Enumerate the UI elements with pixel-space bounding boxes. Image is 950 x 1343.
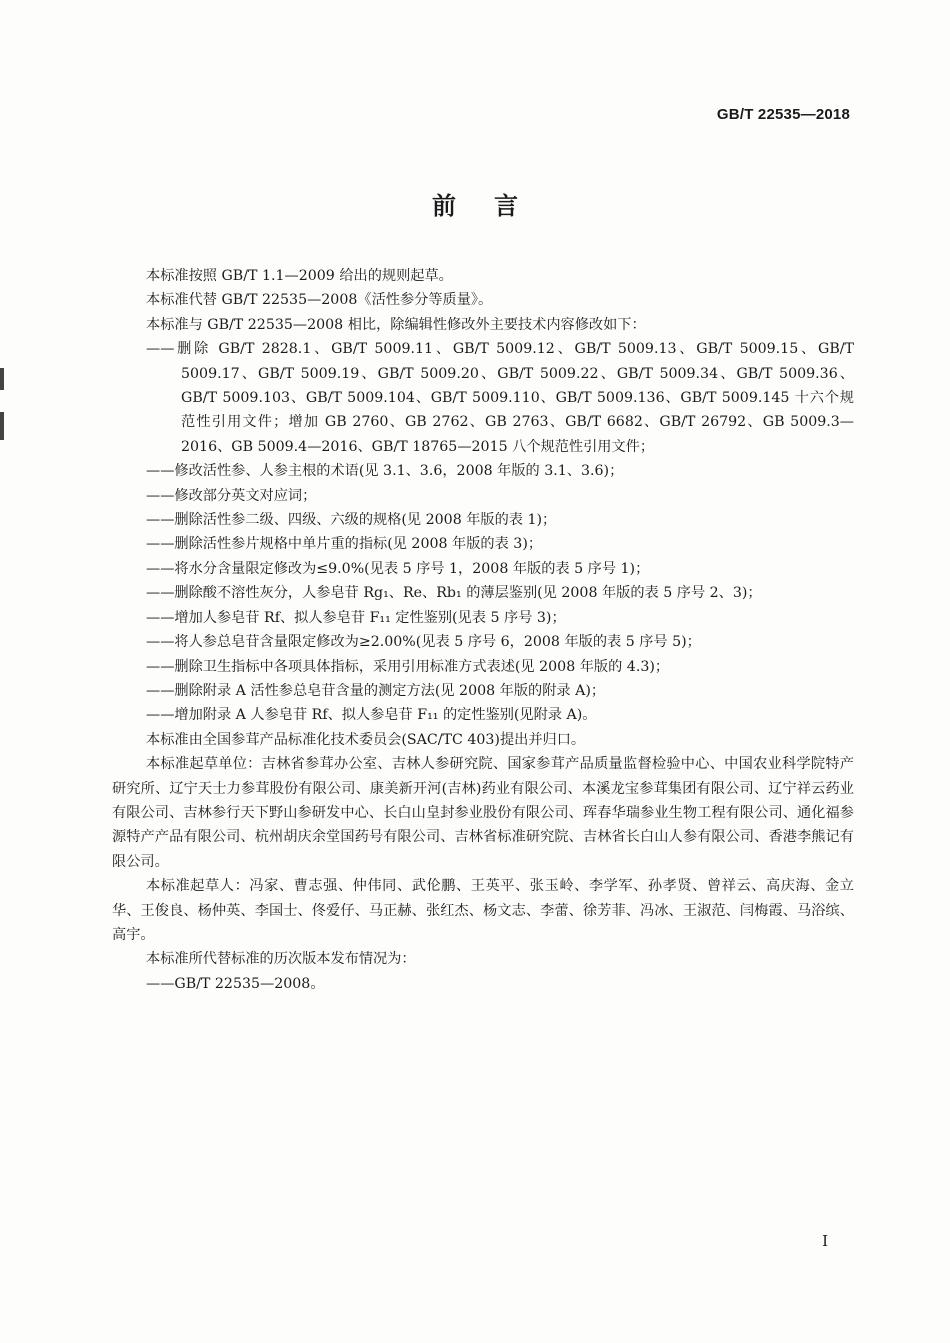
list-item: ——增加附录 A 人参皂苷 Rf、拟人参皂苷 F₁₁ 的定性鉴别(见附录 A)。 <box>146 707 597 724</box>
scan-edge-mark-bottom <box>0 412 4 440</box>
list-item: ——修改活性参、人参主根的术语(见 3.1、3.6，2008 年版的 3.1、3.6)； <box>146 463 624 480</box>
paragraph: 本标准与 GB/T 22535—2008 相比，除编辑性修改外主要技术内容修改如下： <box>146 316 646 333</box>
list-item: ——删除活性参二级、四级、六级的规格(见 2008 年版的表 1)； <box>146 512 557 529</box>
list-item: ——增加人参皂苷 Rf、拟人参皂苷 F₁₁ 定性鉴别(见表 5 序号 3)； <box>146 609 566 626</box>
list-item: ——删除活性参片规格中单片重的指标(见 2008 年版的表 3)； <box>146 536 543 553</box>
paragraph: 本标准由全国参茸产品标准化技术委员会(SAC/TC 403)提出并归口。 <box>146 731 586 748</box>
paragraph: 本标准起草单位：吉林省参茸办公室、吉林人参研究院、国家参茸产品质量监督检验中心、中国农业科学院特产研究所、辽宁天士力参茸股份有限公司、康美新开河(吉林)药业有限公司、本溪龙宝参茸集团有限公司、辽宁祥云药业有限公司、吉林参行天下野山参研发中心、长白山皇封参业股份有限公司、珲春华瑞参业生物工程有限公司、通化福参源特产产品有限公司、杭州胡庆余堂国药号有限公司、吉林省标准研究院、吉林省长白山人参有限公司、香港李熊记有限公司。 <box>112 756 854 870</box>
list-item: ——删除 GB/T 2828.1、GB/T 5009.11、GB/T 5009.12、GB/T 5009.13、GB/T 5009.15、GB/T 5009.17、GB/T 5009.19、GB/T 5009.20、GB/T 5009.22、GB/T 5009.34、GB/T 5009.36、GB/T 5009.103、GB/T 5009.104、GB/T 5009.110、GB/T 5009.136、GB/T 5009.145 十六个规范性引用文件；增加 GB 2760、GB 2762、GB 2763、GB/T 6682、GB/T 26792、GB 5009.3—2016、GB 5009.4—2016、GB/T 18765—2015 八个规范性引用文件； <box>146 341 854 455</box>
list-item: ——将水分含量限定修改为≤9.0%(见表 5 序号 1，2008 年版的表 5 序号 1)； <box>146 560 650 577</box>
list-item: ——删除附录 A 活性参总皂苷含量的测定方法(见 2008 年版的附录 A)； <box>146 682 606 699</box>
paragraph: 本标准代替 GB/T 22535—2008《活性参分等质量》。 <box>146 292 493 309</box>
page-number: I <box>822 1232 828 1250</box>
foreword-body <box>112 264 854 996</box>
paragraph: 本标准按照 GB/T 1.1—2009 给出的规则起草。 <box>146 268 453 284</box>
list-item: ——删除卫生指标中各项具体指标，采用引用标准方式表述(见 2008 年版的 4.3)； <box>146 658 670 675</box>
list-item: ——将人参总皂苷含量限定修改为≥2.00%(见表 5 序号 6，2008 年版的表 5 序号 5)； <box>146 634 701 651</box>
paragraph: 本标准起草人：冯家、曹志强、仲伟同、武伦鹏、王英平、张玉岭、李学军、孙孝贤、曾祥云、高庆海、金立华、王俊良、杨仲英、李国士、佟爱仔、马正赫、张红杰、杨文志、李蕾、徐芳菲、冯冰、王淑范、闫梅霞、马浴缤、高宇。 <box>112 878 854 943</box>
scan-edge-mark-top <box>0 368 4 390</box>
standard-number: GB/T 22535—2018 <box>716 106 850 123</box>
paragraph: 本标准所代替标准的历次版本发布情况为： <box>146 951 416 968</box>
list-item: ——删除酸不溶性灰分，人参皂苷 Rg₁、Re、Rb₁ 的薄层鉴别(见 2008 年版的表 5 序号 2、3)； <box>146 585 762 602</box>
page-title: 前言 <box>432 192 556 220</box>
list-item: ——修改部分英文对应词； <box>146 487 317 504</box>
list-item: ——GB/T 22535—2008。 <box>146 975 325 992</box>
